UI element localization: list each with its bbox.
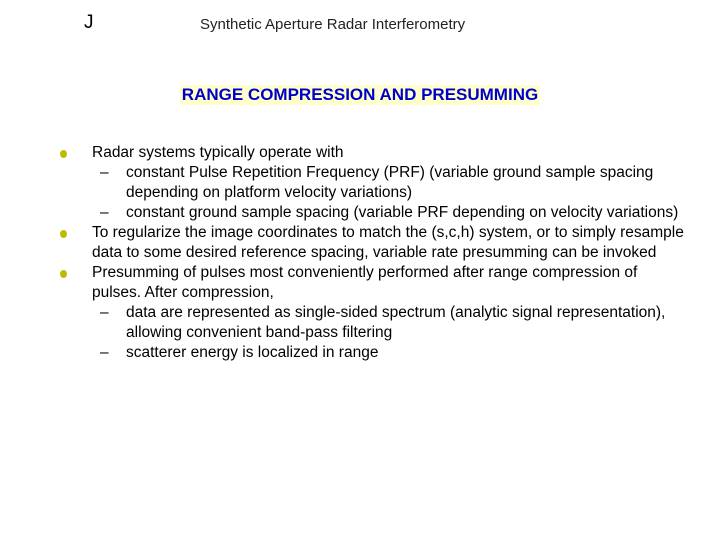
sub-bullet-text: scatterer energy is localized in range: [126, 344, 379, 361]
sub-bullet-text: data are represented as single-sided spectrum (analytic signal representation), allowing convenient band-pass filtering: [126, 304, 666, 341]
bullet-item: [60, 263, 690, 303]
sub-bullet-text: constant Pulse Repetition Frequency (PRF) (variable ground sample spacing depending on platform velocity variations): [126, 164, 654, 201]
slide-title: RANGE COMPRESSION AND PRESUMMING: [181, 85, 539, 104]
logo-mark: J: [84, 12, 94, 33]
sub-bullet-item: [60, 303, 690, 343]
sub-bullet-item: [60, 203, 690, 223]
bullet-text: To regularize the image coordinates to match the (s,c,h) system, or to simply resample data to some desired reference spacing, variable rate presumming can be invoked: [92, 224, 684, 261]
sub-bullet-text: constant ground sample spacing (variable PRF depending on velocity variations): [126, 204, 679, 221]
bullet-dot-icon: [60, 270, 67, 278]
dash-icon: –: [100, 304, 109, 321]
sub-bullet-item: [60, 343, 690, 363]
bullet-item: [60, 223, 690, 263]
bullet-dot-icon: [60, 150, 67, 158]
slide-title-row: [0, 85, 720, 105]
dash-icon: –: [100, 344, 109, 361]
bullet-text: Presumming of pulses most conveniently performed after range compression of pulses. After compression,: [92, 264, 638, 301]
dash-icon: –: [100, 164, 109, 181]
bullet-text: Radar systems typically operate with: [92, 144, 344, 161]
bullet-list: [60, 143, 690, 363]
sub-bullet-item: [60, 163, 690, 203]
header-title: Synthetic Aperture Radar Interferometry: [200, 16, 466, 33]
dash-icon: –: [100, 204, 109, 221]
bullet-dot-icon: [60, 230, 67, 238]
bullet-item: [60, 143, 690, 163]
